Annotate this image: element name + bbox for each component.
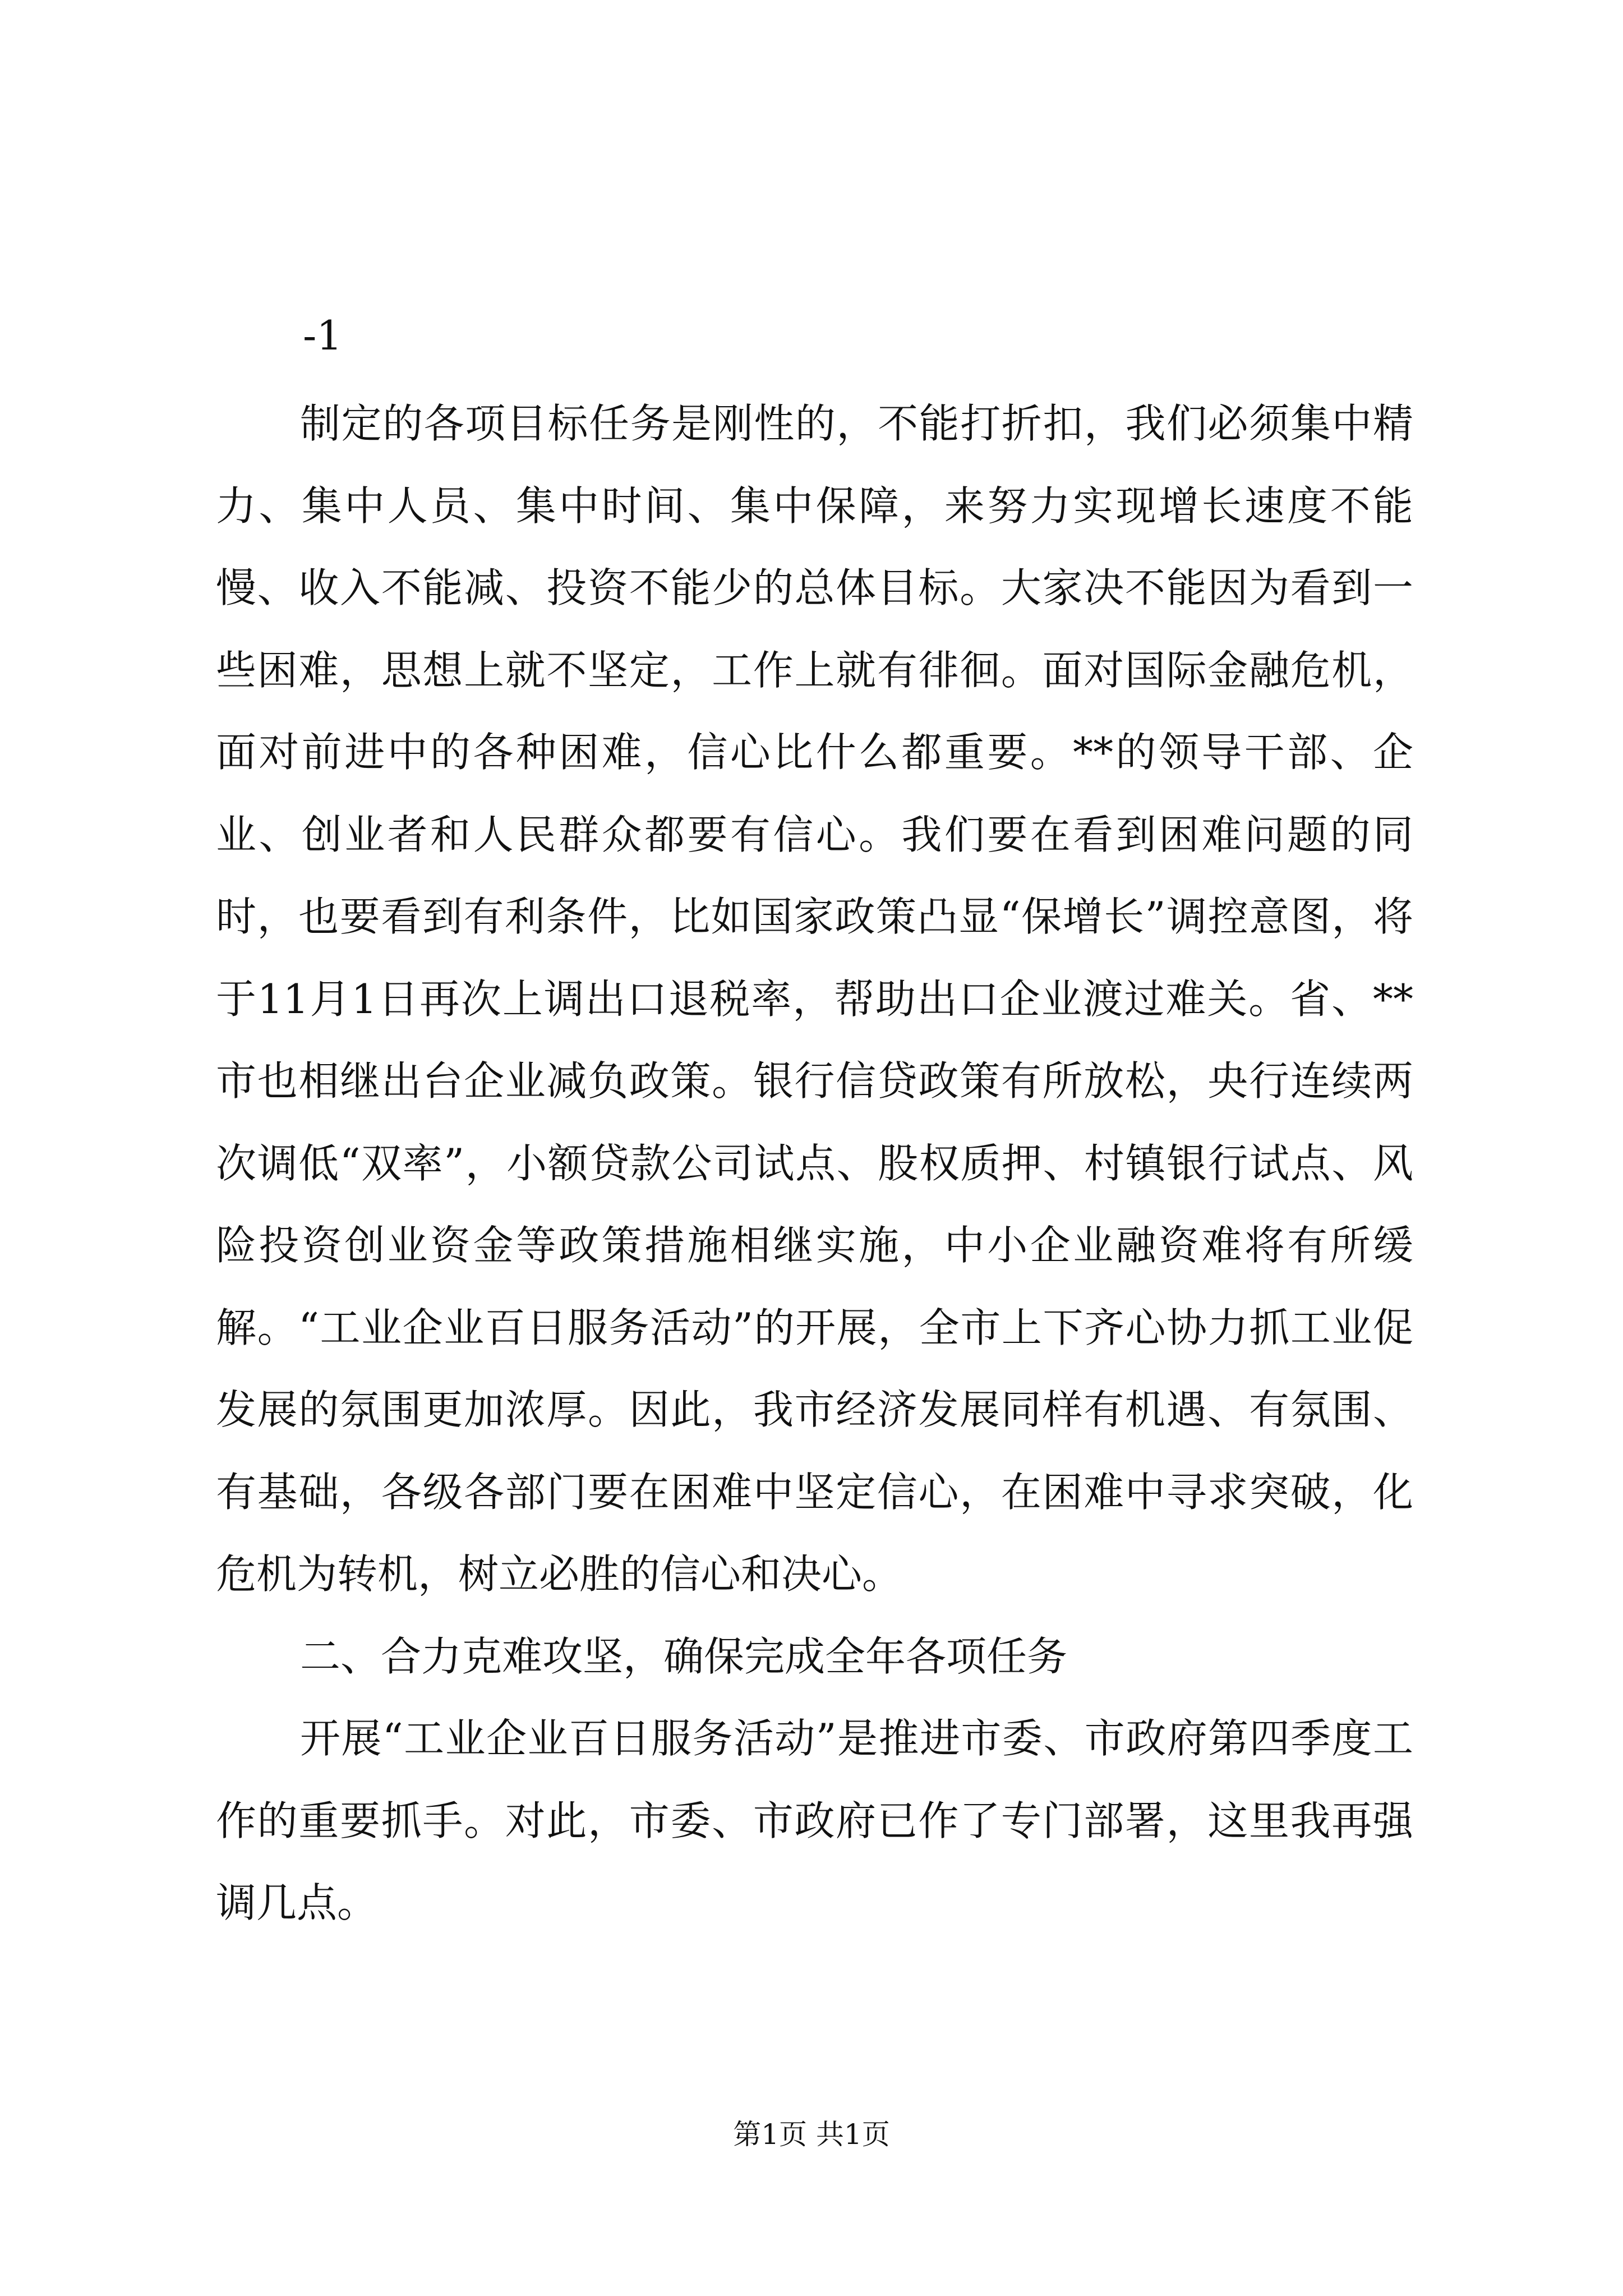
paragraph-service-activity: 开展“工业企业百日服务活动”是推进市委、市政府第四季度工作的重要抓手。对此，市委、市政府已作了专门部署，这里我再强调几点。 [216, 1715, 1413, 1926]
page-footer: 第1页 共1页 [733, 2118, 890, 2151]
section-heading: 二、合力克难攻坚，确保完成全年各项任务 [300, 1632, 1068, 1680]
paragraph-confidence: 制定的各项目标任务是刚性的，不能打折扣，我们必须集中精力、集中人员、集中时间、集中保障，来努力实现增长速度不能慢、收入不能减、投资不能少的总体目标。大家决不能因为看到一些困难，思想上就不坚定，工作上就有徘徊。面对国际金融危机，面对前进中的各种困难，信心比什么都重要。**的领导干部、企业、创业者和人民群众都要有信心。我们要在看到困难问题的同时，也要看到有利条件，比如国家政策凸显“保增长”调控意图，将于11月1日再次上调出口退税率，帮助出口企业渡过难关。省、**市也相继出台企业减负政策。银行信贷政策有所放松，央行连续两次调低“双率”，小额贷款公司试点、股权质押、村镇银行试点、风险投资创业资金等政策措施相继实施，中小企业融资难将有所缓解。“工业企业百日服务活动”的开展，全市上下齐心协力抓工业促发展的氛围更加浓厚。因此，我市经济发展同样有机遇、有氛围、有基础，各级各部门要在困难中坚定信心，在困难中寻求突破，化危机为转机，树立必胜的信心和决心。 [216, 400, 1413, 1598]
page-marker: -1 [303, 312, 343, 359]
document-body [216, 383, 1413, 1944]
